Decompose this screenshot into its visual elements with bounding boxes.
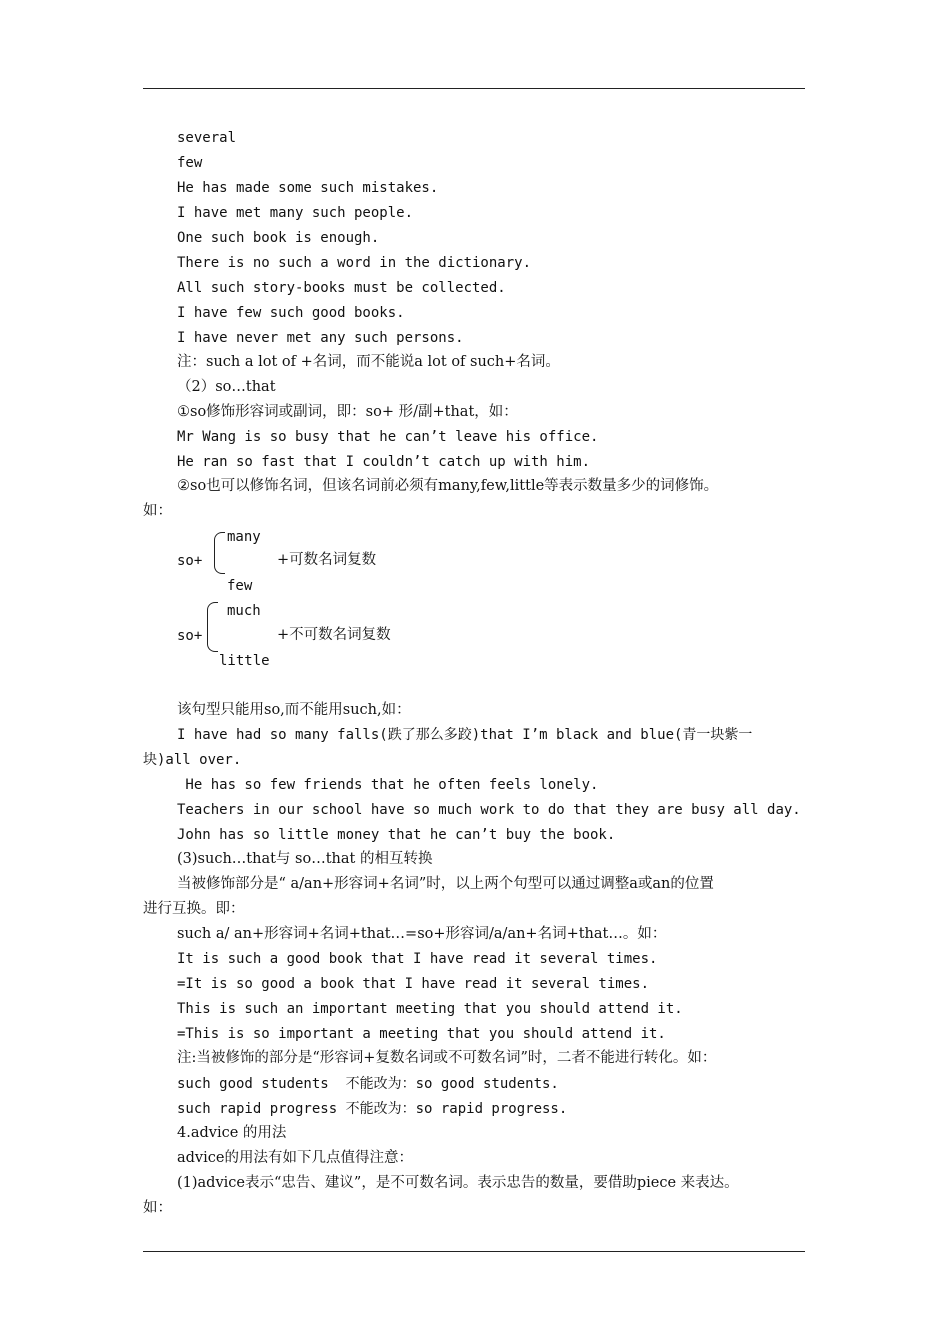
- text-line: He ran so fast that I couldn’t catch up with him.: [177, 454, 591, 470]
- diagram-so-label: so+: [177, 553, 203, 569]
- diagram-result: +可数名词复数: [277, 552, 377, 568]
- note-line: 注:当被修饰的部分是“形容词+复数名词或不可数名词”时，二者不能进行转化。如：: [177, 1050, 717, 1066]
- section-heading: 4.advice 的用法: [177, 1125, 287, 1141]
- text-line: One such book is enough.: [177, 230, 380, 246]
- text-line: John has so little money that he can’t buy the book.: [177, 827, 616, 843]
- text-line: several: [177, 130, 237, 146]
- text-line: ①so修饰形容词或副词，即：so+ 形/副+that，如：: [177, 404, 518, 420]
- section-heading: （2）so…that: [177, 379, 276, 395]
- text-line: Teachers in our school have so much work to do that they are busy all day.: [177, 802, 801, 818]
- diagram-bottom-word: few: [227, 578, 253, 594]
- text-line: =It is so good a book that I have read it several times.: [177, 976, 650, 992]
- text-line: He has so few friends that he often feels lonely.: [177, 777, 599, 793]
- text-line: This is such an important meeting that you should attend it.: [177, 1001, 683, 1017]
- diagram-so-label: so+: [177, 628, 203, 644]
- text-line: such good students 不能改为：so good students.: [177, 1076, 559, 1092]
- text-line: I have had so many falls(跌了那么多跤)that I’m black and blue(青一块紫一: [177, 727, 753, 743]
- text-line: I have few such good books.: [177, 305, 405, 321]
- text-line: (1)advice表示“忠告、建议”，是不可数名词。表示忠告的数量，要借助piece 来表达。: [177, 1175, 739, 1191]
- text-line: 该句型只能用so,而不能用such,如：: [177, 702, 411, 718]
- text-line: 如：: [143, 503, 172, 519]
- left-brace-icon: [207, 602, 218, 652]
- text-line: 如：: [143, 1200, 172, 1216]
- header-rule: [143, 88, 805, 89]
- text-line: 块)all over.: [143, 752, 242, 768]
- footer-rule: [143, 1251, 805, 1252]
- diagram-top-word: many: [227, 529, 261, 545]
- text-line: All such story-books must be collected.: [177, 280, 506, 296]
- text-line: He has made some such mistakes.: [177, 180, 439, 196]
- diagram-bottom-word: little: [219, 653, 270, 669]
- diagram-result: +不可数名词复数: [277, 627, 391, 643]
- text-line: =This is so important a meeting that you should attend it.: [177, 1026, 666, 1042]
- text-line: 进行互换。即：: [143, 901, 245, 917]
- text-line: advice的用法有如下几点值得注意：: [177, 1150, 413, 1166]
- note-line: 注：such a lot of +名词，而不能说a lot of such+名词。: [177, 354, 560, 370]
- text-line: such a/ an+形容词+名词+that…=so+形容词/a/an+名词+that…。如：: [177, 926, 667, 942]
- text-line: I have met many such people.: [177, 205, 414, 221]
- text-line: ②so也可以修饰名词，但该名词前必须有many,few,little等表示数量多少的词修饰。: [177, 478, 719, 494]
- left-brace-icon: [214, 532, 225, 574]
- text-line: few: [177, 155, 203, 171]
- text-line: There is no such a word in the dictionary.: [177, 255, 532, 271]
- diagram-top-word: much: [227, 603, 261, 619]
- section-heading: (3)such…that与 so…that 的相互转换: [177, 851, 433, 867]
- text-line: 当被修饰部分是“ a/an+形容词+名词”时，以上两个句型可以通过调整a或an的位置: [177, 876, 714, 892]
- text-line: such rapid progress 不能改为：so rapid progress.: [177, 1101, 568, 1117]
- text-line: I have never met any such persons.: [177, 330, 464, 346]
- text-line: Mr Wang is so busy that he can’t leave his office.: [177, 429, 599, 445]
- text-line: It is such a good book that I have read it several times.: [177, 951, 658, 967]
